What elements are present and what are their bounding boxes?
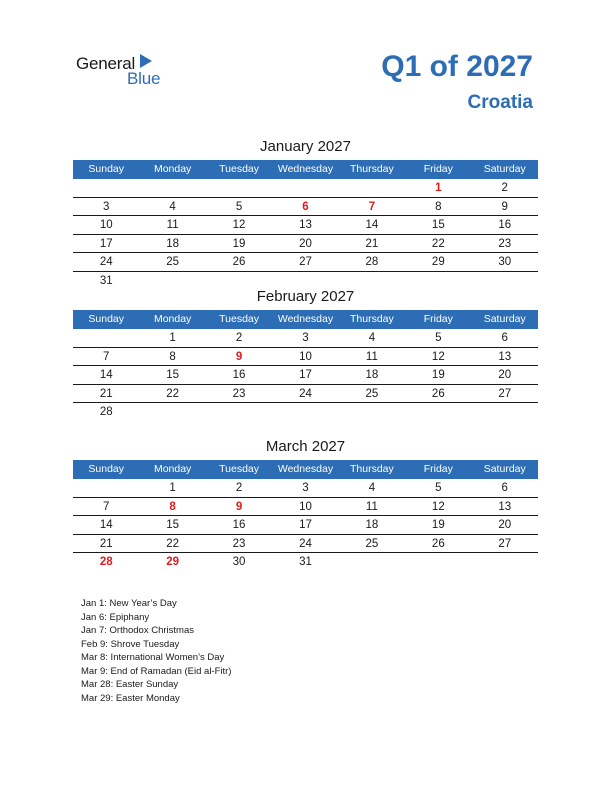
day-cell: 3 bbox=[103, 200, 110, 213]
holiday-note: Mar 9: End of Ramadan (Eid al-Fitr) bbox=[81, 665, 232, 677]
day-cell bbox=[272, 403, 338, 421]
day-cell: 18 bbox=[166, 237, 180, 250]
day-cell bbox=[472, 403, 538, 421]
weekday-label: Sunday bbox=[88, 463, 125, 475]
day-cell: 13 bbox=[498, 350, 512, 363]
holiday-day-cell: 8 bbox=[169, 500, 176, 513]
weekday-header bbox=[73, 310, 538, 329]
day-cell bbox=[73, 179, 139, 197]
week-row bbox=[73, 253, 538, 272]
month-february bbox=[73, 288, 538, 421]
day-cell: 24 bbox=[99, 256, 113, 268]
week-row bbox=[73, 498, 538, 517]
holiday-note: Jan 1: New Year’s Day bbox=[81, 598, 177, 609]
day-cell: 1 bbox=[169, 332, 176, 344]
weekday-header bbox=[73, 160, 538, 179]
holiday-day-cell: 6 bbox=[302, 200, 309, 213]
day-cell: 9 bbox=[501, 200, 508, 213]
day-cell: 27 bbox=[498, 387, 512, 400]
week-row bbox=[73, 235, 538, 254]
day-cell: 14 bbox=[99, 369, 113, 381]
day-cell: 15 bbox=[431, 219, 445, 231]
weekday-label: Sunday bbox=[88, 163, 125, 175]
day-cell: 17 bbox=[99, 237, 113, 250]
day-cell: 29 bbox=[431, 256, 445, 268]
day-cell: 21 bbox=[99, 387, 113, 400]
week-row bbox=[73, 272, 538, 290]
day-cell bbox=[339, 179, 405, 197]
weekday-label: Friday bbox=[423, 463, 453, 475]
day-cell: 3 bbox=[302, 332, 309, 344]
day-cell: 12 bbox=[232, 219, 246, 231]
day-cell: 26 bbox=[431, 537, 445, 550]
day-cell: 22 bbox=[166, 537, 180, 550]
weekday-label: Tuesday bbox=[219, 313, 259, 325]
day-cell: 27 bbox=[299, 256, 312, 268]
weekday-label: Tuesday bbox=[219, 163, 259, 175]
day-cell: 6 bbox=[501, 482, 508, 494]
weekday-label: Monday bbox=[153, 313, 192, 325]
day-cell: 8 bbox=[435, 200, 442, 213]
day-cell: 13 bbox=[299, 219, 312, 231]
weekday-label: Friday bbox=[423, 313, 453, 325]
day-cell: 2 bbox=[501, 182, 508, 194]
holiday-note: Mar 29: Easter Monday bbox=[81, 692, 180, 704]
day-cell: 2 bbox=[235, 332, 243, 344]
day-cell: 16 bbox=[498, 219, 512, 231]
day-cell: 14 bbox=[99, 519, 113, 531]
day-cell bbox=[472, 553, 538, 571]
day-cell: 21 bbox=[365, 237, 379, 250]
day-cell: 27 bbox=[498, 537, 512, 550]
day-cell: 31 bbox=[99, 274, 113, 287]
day-cell bbox=[272, 272, 338, 290]
day-cell: 24 bbox=[299, 537, 312, 550]
day-cell bbox=[472, 272, 538, 290]
day-cell: 6 bbox=[501, 332, 508, 344]
day-cell: 23 bbox=[498, 237, 512, 250]
day-cell bbox=[405, 403, 471, 421]
weekday-label: Saturday bbox=[483, 463, 526, 475]
day-cell: 22 bbox=[431, 237, 445, 250]
page-title: Q1 of 2027 bbox=[381, 50, 533, 83]
day-cell: 10 bbox=[299, 350, 312, 363]
month-march bbox=[73, 438, 538, 571]
logo-general-text: General bbox=[76, 54, 136, 73]
day-cell: 16 bbox=[232, 519, 246, 531]
weekday-label: Thursday bbox=[350, 163, 394, 175]
day-cell: 20 bbox=[498, 519, 512, 531]
day-cell bbox=[339, 272, 405, 290]
day-cell: 7 bbox=[103, 350, 110, 363]
day-cell bbox=[73, 479, 139, 497]
weekday-label: Thursday bbox=[350, 463, 394, 475]
day-cell: 24 bbox=[299, 387, 312, 400]
month-january bbox=[73, 138, 538, 289]
day-cell: 21 bbox=[99, 537, 113, 550]
holiday-day-cell: 29 bbox=[166, 556, 180, 568]
day-cell bbox=[339, 403, 405, 421]
holiday-note: Jan 7: Orthodox Christmas bbox=[81, 625, 194, 636]
day-cell bbox=[339, 553, 405, 571]
week-row bbox=[73, 535, 538, 554]
day-cell: 5 bbox=[435, 332, 442, 344]
week-row bbox=[73, 385, 538, 404]
day-cell bbox=[139, 272, 205, 290]
day-cell: 12 bbox=[431, 500, 445, 513]
day-cell: 1 bbox=[169, 482, 176, 494]
day-cell: 16 bbox=[232, 369, 246, 381]
day-cell: 15 bbox=[166, 519, 180, 531]
week-row bbox=[73, 329, 538, 348]
month-title: January 2027 bbox=[260, 138, 351, 155]
day-cell: 5 bbox=[235, 200, 243, 213]
day-cell: 4 bbox=[368, 482, 376, 494]
day-cell: 5 bbox=[435, 482, 442, 494]
weekday-label: Wednesday bbox=[277, 463, 334, 475]
holiday-day-cell: 7 bbox=[368, 200, 376, 213]
day-cell: 4 bbox=[169, 200, 176, 213]
week-row bbox=[73, 516, 538, 535]
month-title: February 2027 bbox=[256, 288, 355, 305]
day-cell: 13 bbox=[498, 500, 512, 513]
day-cell bbox=[405, 553, 471, 571]
holiday-day-cell: 9 bbox=[235, 500, 243, 513]
day-cell: 8 bbox=[169, 350, 176, 363]
day-cell: 25 bbox=[166, 256, 180, 268]
day-cell bbox=[272, 179, 338, 197]
week-row bbox=[73, 179, 538, 198]
logo-triangle-icon bbox=[140, 54, 152, 68]
day-cell: 17 bbox=[299, 369, 312, 381]
day-cell: 19 bbox=[431, 369, 445, 381]
weekday-label: Monday bbox=[153, 463, 192, 475]
day-cell bbox=[206, 179, 272, 197]
day-cell: 23 bbox=[232, 387, 246, 400]
day-cell: 26 bbox=[232, 256, 246, 268]
day-cell: 30 bbox=[498, 256, 512, 268]
day-cell: 17 bbox=[299, 519, 312, 531]
day-cell: 25 bbox=[365, 387, 379, 400]
day-cell: 19 bbox=[232, 237, 246, 250]
weekday-label: Monday bbox=[153, 163, 192, 175]
day-cell: 22 bbox=[166, 387, 180, 400]
day-cell: 28 bbox=[99, 406, 113, 418]
day-cell: 12 bbox=[431, 350, 445, 363]
day-cell: 15 bbox=[166, 369, 180, 381]
logo-blue-text: Blue bbox=[127, 69, 161, 88]
weekday-label: Wednesday bbox=[277, 163, 334, 175]
day-cell bbox=[206, 403, 272, 421]
week-row bbox=[73, 198, 538, 217]
day-cell: 7 bbox=[103, 500, 110, 513]
holiday-note: Mar 28: Easter Sunday bbox=[81, 679, 179, 690]
day-cell: 18 bbox=[365, 369, 379, 381]
day-cell: 28 bbox=[365, 256, 379, 268]
day-cell bbox=[139, 403, 205, 421]
weekday-label: Thursday bbox=[350, 313, 394, 325]
day-cell: 25 bbox=[365, 537, 379, 550]
day-cell: 11 bbox=[166, 219, 179, 231]
weekday-label: Sunday bbox=[88, 313, 125, 325]
weekday-label: Saturday bbox=[483, 163, 526, 175]
week-row bbox=[73, 348, 538, 367]
day-cell: 10 bbox=[99, 219, 113, 231]
day-cell: 20 bbox=[299, 237, 312, 250]
day-cell: 4 bbox=[368, 332, 376, 344]
holiday-day-cell: 9 bbox=[235, 350, 243, 363]
weekday-label: Tuesday bbox=[219, 463, 259, 475]
holiday-note: Feb 9: Shrove Tuesday bbox=[81, 638, 180, 650]
holiday-list bbox=[81, 597, 231, 705]
day-cell bbox=[73, 329, 139, 347]
weekday-label: Wednesday bbox=[277, 313, 334, 325]
holiday-note: Jan 6: Epiphany bbox=[81, 611, 150, 623]
holiday-note: Mar 8: International Women’s Day bbox=[81, 652, 225, 663]
day-cell: 11 bbox=[365, 500, 378, 513]
day-cell bbox=[206, 272, 272, 290]
weekday-label: Friday bbox=[423, 163, 453, 175]
week-row bbox=[73, 479, 538, 498]
day-cell: 10 bbox=[299, 500, 312, 513]
day-cell: 11 bbox=[365, 350, 378, 363]
weekday-header bbox=[73, 460, 538, 479]
week-row bbox=[73, 403, 538, 421]
day-cell: 2 bbox=[235, 482, 243, 494]
day-cell: 31 bbox=[299, 556, 312, 568]
generalblue-logo bbox=[76, 52, 186, 92]
day-cell: 18 bbox=[365, 519, 379, 531]
day-cell: 23 bbox=[232, 537, 246, 550]
week-row bbox=[73, 366, 538, 385]
day-cell: 30 bbox=[232, 556, 246, 568]
day-cell bbox=[405, 272, 471, 290]
country-name: Croatia bbox=[467, 92, 533, 113]
week-row bbox=[73, 216, 538, 235]
day-cell: 14 bbox=[365, 219, 379, 231]
weekday-label: Saturday bbox=[483, 313, 526, 325]
day-cell: 3 bbox=[302, 482, 309, 494]
week-row bbox=[73, 553, 538, 571]
holiday-day-cell: 28 bbox=[99, 556, 113, 568]
day-cell: 19 bbox=[431, 519, 445, 531]
day-cell: 20 bbox=[498, 369, 512, 381]
month-title: March 2027 bbox=[265, 438, 346, 455]
day-cell bbox=[139, 179, 205, 197]
day-cell: 26 bbox=[431, 387, 445, 400]
holiday-day-cell: 1 bbox=[435, 182, 442, 194]
